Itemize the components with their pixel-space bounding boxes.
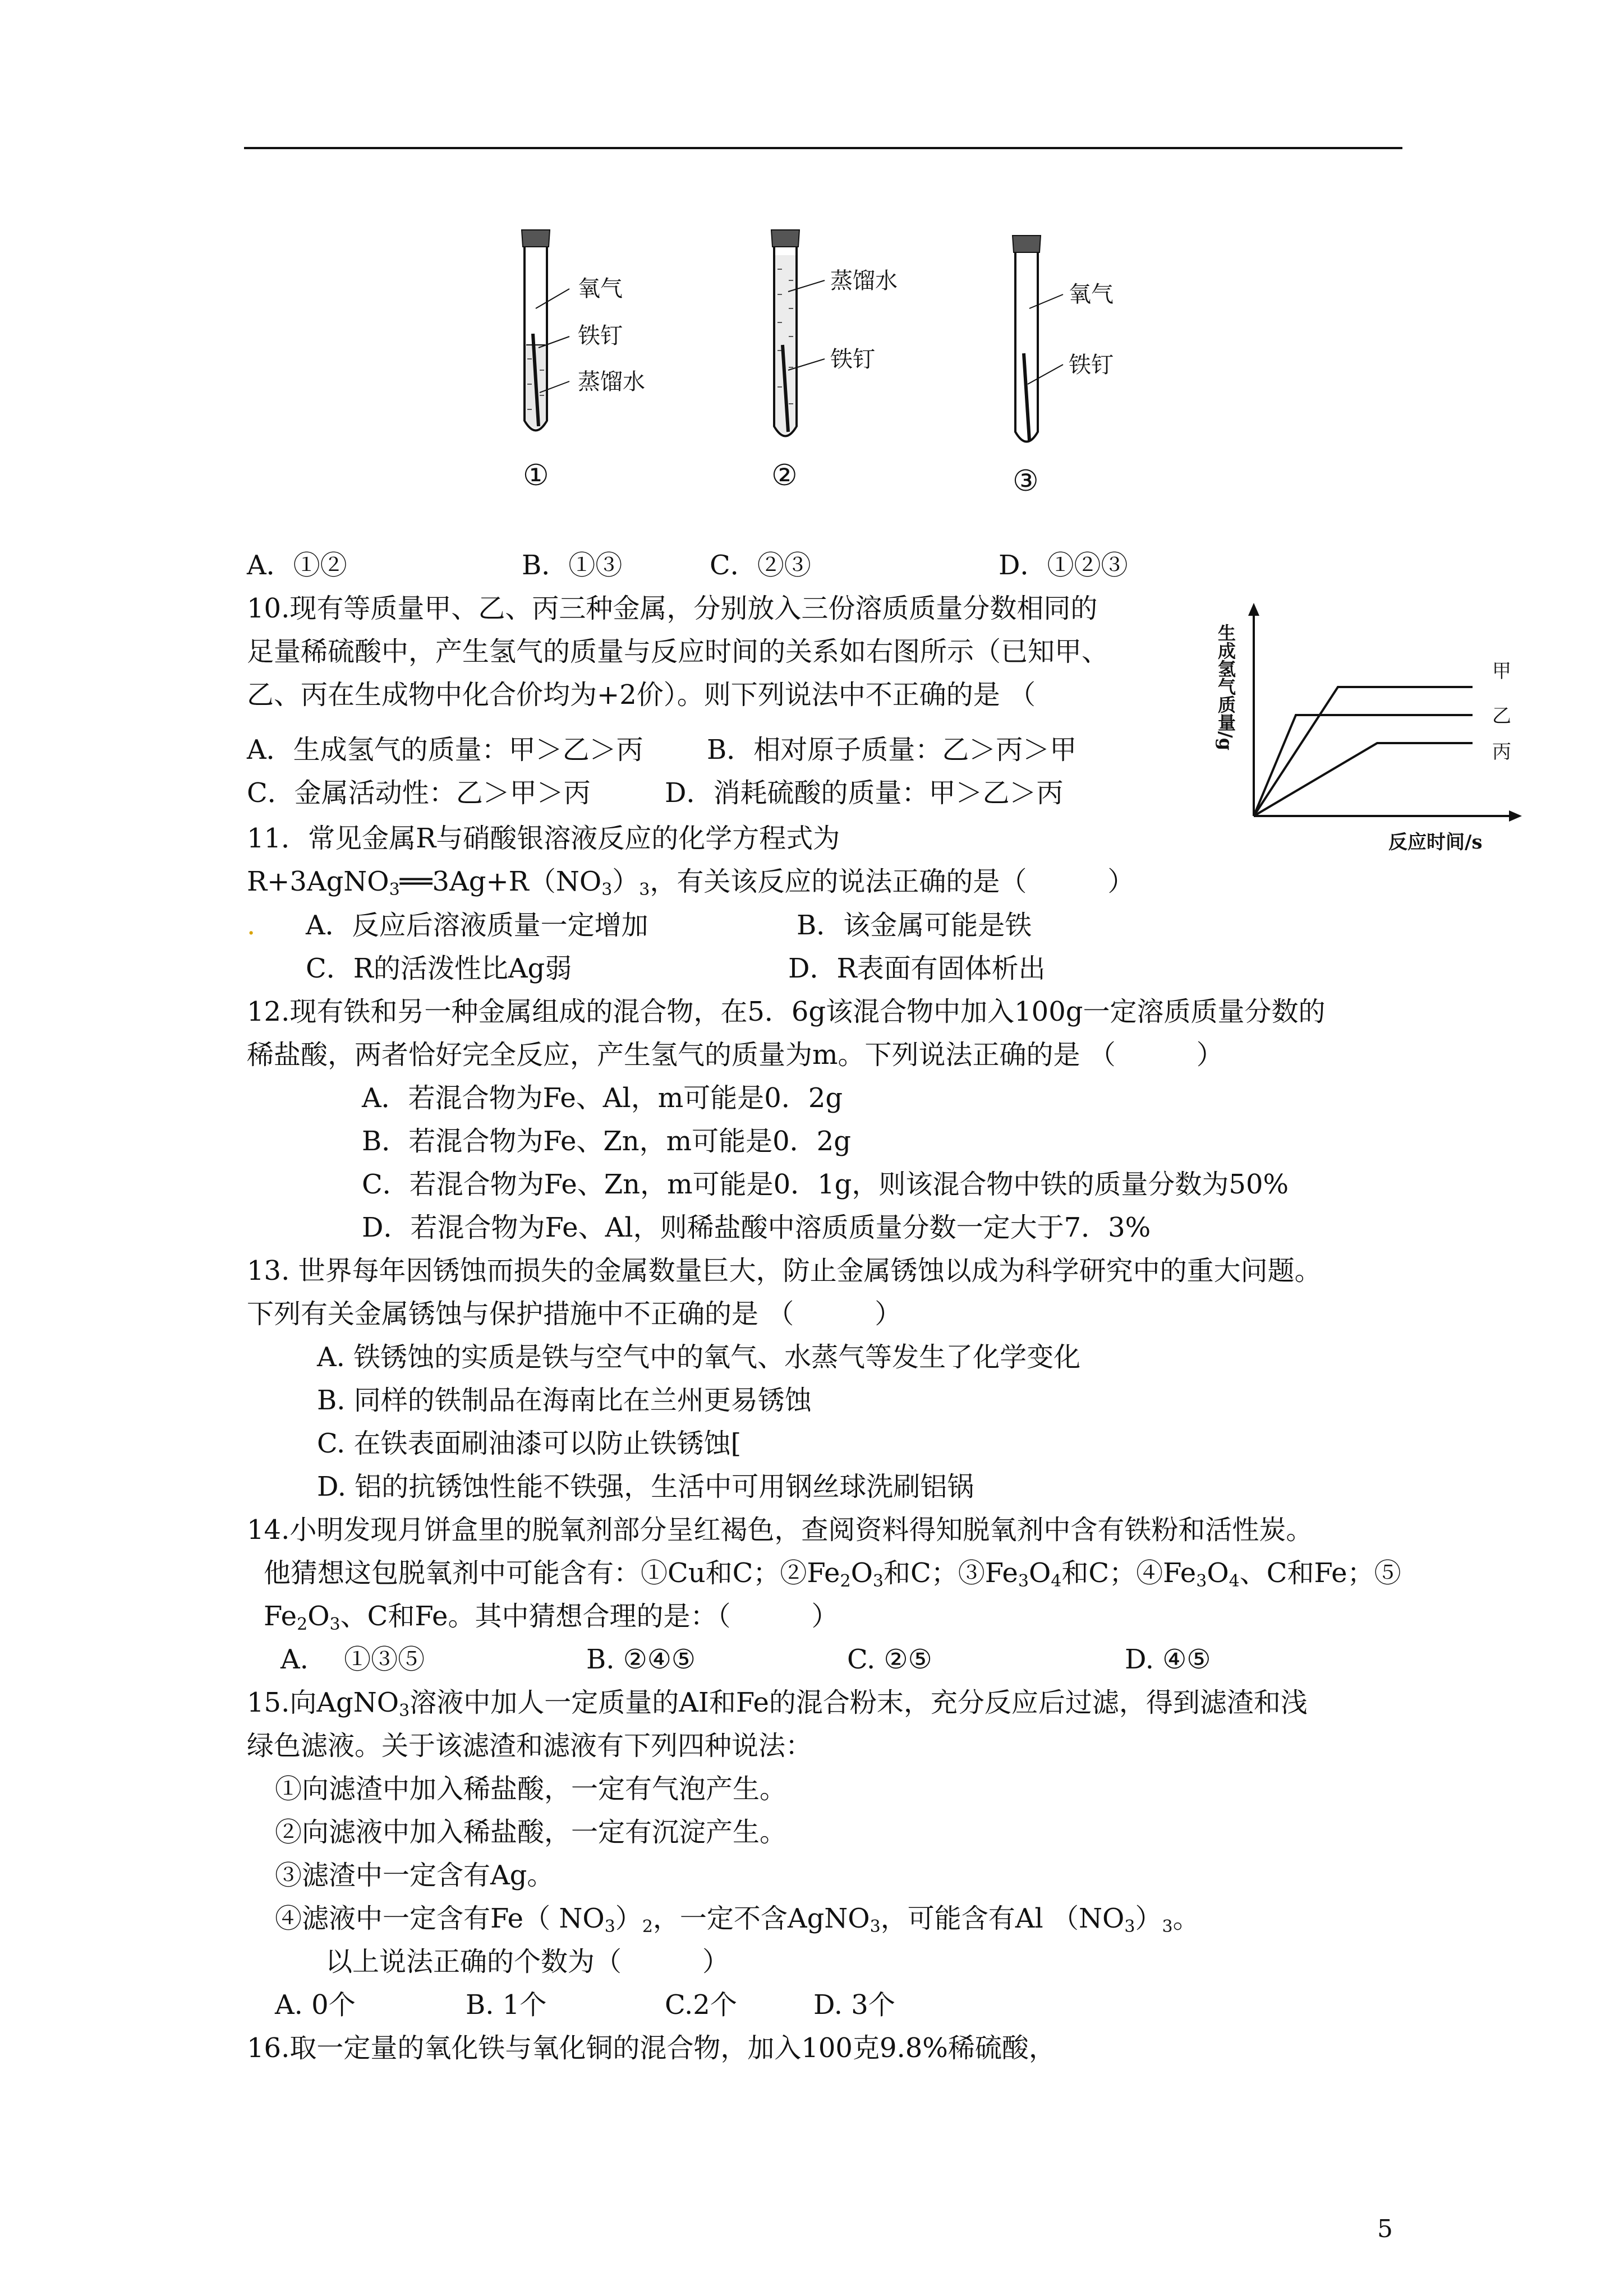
q13-option-c: C. 在铁表面刷油漆可以防止铁锈蚀[	[317, 1428, 742, 1459]
q9-option-b: B．①③	[522, 550, 623, 581]
q15-statement-4: ④滤液中一定含有Fe（ $NO_3)_2$，一定不含AgNO$_3$，可能含有Al $(NO_3)_3$。	[275, 1903, 1200, 1937]
tube2-number: ②	[771, 459, 798, 492]
tube3-label-nail: 铁钉	[1069, 352, 1114, 378]
series-jia-label: 甲	[1492, 660, 1511, 683]
q15-option-b: B. 1个	[466, 1989, 547, 2021]
q11-option-b: B．该金属可能是铁	[797, 910, 1032, 941]
q14-stem-line1: 14.小明发现月饼盒里的脱氧剂部分呈红褐色，查阅资料得知脱氧剂中含有铁粉和活性炭。	[247, 1514, 1313, 1546]
q13-stem-line2: 下列有关金属锈蚀与保护措施中不正确的是 （ ）	[247, 1298, 902, 1330]
test-tube-3	[1013, 236, 1114, 498]
q15-option-a: A. 0个	[275, 1989, 356, 2021]
tube1-label-nail: 铁钉	[578, 323, 623, 349]
q14-option-a: A. ①③⑤	[280, 1644, 425, 1675]
q12-option-b: B．若混合物为Fe、Zn，m可能是0．2g	[362, 1126, 851, 1157]
q10-stem-line3: 乙、丙在生成物中化合价均为+2价）。则下列说法中不正确的是 （	[247, 679, 1036, 711]
q9-option-a: A．①②	[247, 550, 347, 581]
test-tube-figure	[494, 224, 1200, 516]
q10-option-a: A．生成氢气的质量：甲＞乙＞丙	[247, 734, 643, 766]
graph-y-label: 生成氢气质量/g	[1215, 624, 1236, 751]
q11-option-d: D．R表面有固体析出	[788, 953, 1046, 984]
test-tube-1	[522, 230, 645, 492]
q12-stem-line1: 12.现有铁和另一种金属组成的混合物，在5．6g该混合物中加入100g一定溶质质量分数的	[247, 996, 1326, 1027]
tube1-label-oxygen: 氧气	[578, 276, 623, 302]
q14-option-c: C. ②⑤	[847, 1644, 932, 1675]
q16-stem-line1: 16.取一定量的氧化铁与氧化铜的混合物，加入100克9.8%稀硫酸，	[247, 2032, 1056, 2064]
header-rule	[244, 147, 1402, 149]
series-bing-label: 丙	[1492, 741, 1511, 763]
q12-option-d: D．若混合物为Fe、Al，则稀盐酸中溶质质量分数一定大于7．3%	[362, 1212, 1151, 1243]
tube2-label-water: 蒸馏水	[830, 268, 898, 294]
q15-stem-line1: 15.向AgNO$_3$溶液中加人一定质量的AI和Fe的混合粉末，充分反应后过滤，得到滤渣和浅	[247, 1687, 1308, 1721]
q15-statement-1: ①向滤渣中加入稀盐酸，一定有气泡产生。	[275, 1773, 787, 1805]
q11-option-a: A．反应后溶液质量一定增加	[306, 910, 648, 941]
q10-stem-line1: 10.现有等质量甲、乙、丙三种金属，分别放入三份溶质质量分数相同的	[247, 593, 1098, 624]
q11-option-c: C．R的活泼性比Ag弱	[306, 953, 572, 984]
q13-option-b: B. 同样的铁制品在海南比在兰州更易锈蚀	[317, 1385, 812, 1416]
x-axis-arrow-icon	[1509, 810, 1522, 822]
q12-stem-line2: 稀盐酸，两者恰好完全反应，产生氢气的质量为m。下列说法正确的是 （ ）	[247, 1039, 1223, 1071]
test-tube-2	[771, 230, 898, 492]
q12-option-a: A．若混合物为Fe、Al，m可能是0．2g	[362, 1082, 843, 1114]
tube3-label-oxygen: 氧气	[1069, 282, 1114, 307]
tube3-number: ③	[1013, 464, 1039, 498]
q14-stem-line3: $Fe_2O_3$、C和Fe。其中猜想合理的是：（ ）	[264, 1601, 839, 1634]
q15-question: 以上说法正确的个数为（ ）	[325, 1946, 730, 1977]
q13-stem-line1: 13. 世界每年因锈蚀而损失的金属数量巨大，防止金属锈蚀以成为科学研究中的重大问题。	[247, 1255, 1322, 1287]
q15-option-d: D. 3个	[813, 1989, 895, 2021]
tube2-label-nail: 铁钉	[830, 347, 875, 372]
q14-option-b: B. ②④⑤	[586, 1644, 696, 1675]
q9-option-c: C．②③	[710, 550, 811, 581]
q15-statement-2: ②向滤液中加入稀盐酸，一定有沉淀产生。	[275, 1816, 787, 1848]
q10-option-c: C．金属活动性：乙＞甲＞丙	[247, 777, 591, 809]
graph-x-label: 反应时间/s	[1388, 831, 1483, 854]
q15-option-c: C.2个	[665, 1989, 737, 2021]
q14-option-d: D. ④⑤	[1125, 1644, 1211, 1675]
q11-stem-line1: 11．常见金属R与硝酸银溶液反应的化学方程式为	[247, 823, 840, 854]
tube1-number: ①	[523, 459, 549, 492]
q9-option-d: D．①②③	[999, 550, 1128, 581]
q15-stem-line2: 绿色滤液。关于该滤渣和滤液有下列四种说法：	[247, 1730, 813, 1762]
q11-stray-dot: .	[247, 910, 256, 941]
y-axis-arrow-icon	[1248, 603, 1259, 616]
tube1-label-water: 蒸馏水	[578, 369, 645, 395]
q12-option-c: C．若混合物为Fe、Zn，m可能是0．1g，则该混合物中铁的质量分数为50%	[362, 1169, 1289, 1200]
q14-stem-line2: 他猜想这包脱氧剂中可能含有：①Cu和C；$②Fe_2O_3$和C；$③Fe_3O_4$和C；$④Fe_3O_4$、C和Fe；⑤	[264, 1557, 1401, 1591]
q13-option-a: A. 铁锈蚀的实质是铁与空气中的氧气、水蒸气等发生了化学变化	[317, 1341, 1081, 1373]
q10-option-d: D．消耗硫酸的质量：甲＞乙＞丙	[665, 777, 1064, 809]
hydrogen-mass-time-graph	[1203, 594, 1551, 855]
q10-stem-line2: 足量稀硫酸中，产生氢气的质量与反应时间的关系如右图所示（已知甲、	[247, 636, 1109, 667]
page-number: 5	[1377, 2215, 1393, 2243]
q10-option-b: B．相对原子质量：乙＞丙＞甲	[707, 734, 1077, 766]
q15-statement-3: ③滤渣中一定含有Ag。	[275, 1860, 554, 1891]
series-bing-line	[1254, 743, 1473, 816]
q13-option-d: D. 铝的抗锈蚀性能不铁强，生活中可用钢丝球洗刷铝锅	[317, 1471, 974, 1502]
series-yi-label: 乙	[1492, 705, 1511, 727]
q11-stem-line2: $R+3AgNO_3══3Ag+R(NO_3)_3$，有关该反应的说法正确的是（ ）	[247, 866, 1135, 900]
